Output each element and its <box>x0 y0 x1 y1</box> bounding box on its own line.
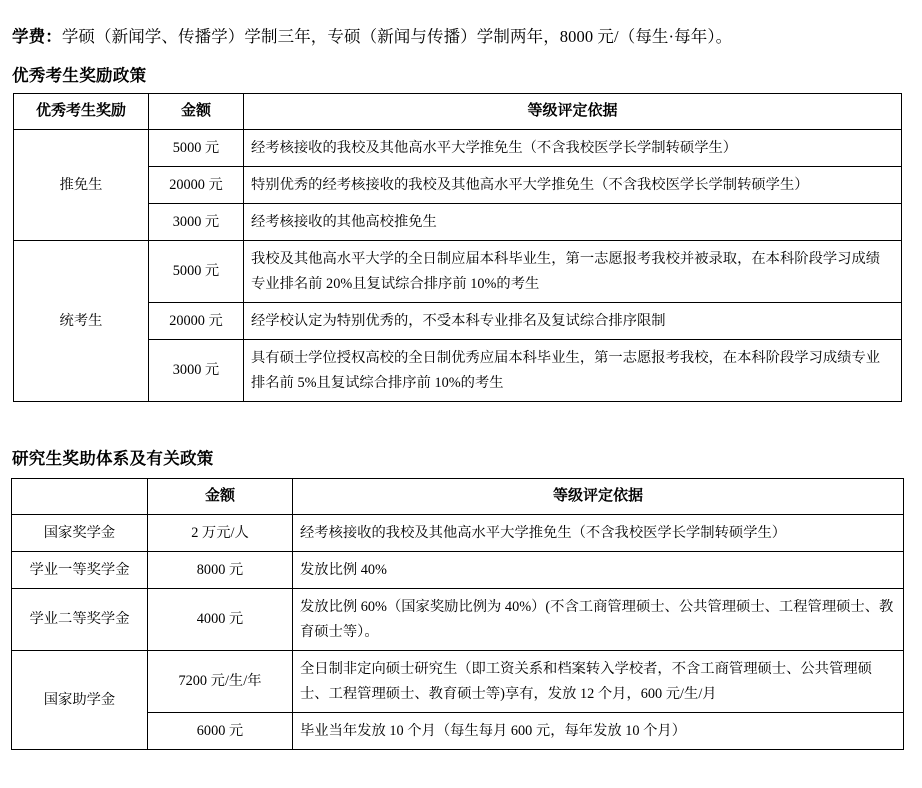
cell-amount: 2 万元/人 <box>148 515 293 552</box>
cell-criteria: 经学校认定为特别优秀的，不受本科专业排名及复试综合排序限制 <box>244 303 902 340</box>
cell-criteria: 我校及其他高水平大学的全日制应届本科毕业生，第一志愿报考我校并被录取，在本科阶段学习成绩专业排名前 20%且复试综合排序前 10%的考生 <box>244 241 902 303</box>
cell-category-academic-second-class: 学业二等奖学金 <box>12 589 148 651</box>
table-header-row <box>14 94 902 130</box>
cell-criteria: 发放比例 40% <box>293 552 904 589</box>
cell-criteria: 具有硕士学位授权高校的全日制优秀应届本科毕业生，第一志愿报考我校，在本科阶段学习成绩专业排名前 5%且复试综合排序前 10%的考生 <box>244 340 902 402</box>
table-row <box>12 552 904 589</box>
cell-amount: 5000 元 <box>149 241 244 303</box>
table-row <box>14 241 902 303</box>
cell-amount: 5000 元 <box>149 130 244 167</box>
cell-amount: 6000 元 <box>148 713 293 750</box>
cell-criteria: 全日制非定向硕士研究生（即工资关系和档案转入学校者，不含工商管理硕士、公共管理硕士、工程管理硕士、教育硕士等)享有，发放 12 个月，600 元/生/月 <box>293 651 904 713</box>
cell-amount: 20000 元 <box>149 303 244 340</box>
cell-category-general-exam: 统考生 <box>14 241 149 402</box>
cell-category-national-stipend: 国家助学金 <box>12 651 148 750</box>
table-graduate-scholarship-system <box>11 478 904 750</box>
cell-amount: 20000 元 <box>149 167 244 204</box>
table-row <box>12 589 904 651</box>
cell-amount: 3000 元 <box>149 204 244 241</box>
cell-amount: 7200 元/生/年 <box>148 651 293 713</box>
cell-category-recommended: 推免生 <box>14 130 149 241</box>
column-header-amount: 金额 <box>148 479 293 515</box>
table-excellent-candidate-awards <box>13 93 902 402</box>
cell-criteria: 经考核接收的我校及其他高水平大学推免生（不含我校医学长学制转硕学生） <box>244 130 902 167</box>
cell-category-national-scholarship: 国家奖学金 <box>12 515 148 552</box>
cell-criteria: 经考核接收的其他高校推免生 <box>244 204 902 241</box>
column-header-criteria: 等级评定依据 <box>244 94 902 130</box>
cell-amount: 4000 元 <box>148 589 293 651</box>
table-row <box>12 515 904 552</box>
tuition-text: 学硕（新闻学、传播学）学制三年，专硕（新闻与传播）学制两年，8000 元/（每生·每年）。 <box>61 26 733 46</box>
column-header-category: 优秀考生奖励 <box>14 94 149 130</box>
cell-category-academic-first-class: 学业一等奖学金 <box>12 552 148 589</box>
tuition-label: 学费： <box>12 26 62 46</box>
column-header-category <box>12 479 148 515</box>
column-header-amount: 金额 <box>149 94 244 130</box>
cell-criteria: 毕业当年发放 10 个月（每生每月 600 元，每年发放 10 个月） <box>293 713 904 750</box>
table-row <box>12 651 904 713</box>
table-row <box>14 130 902 167</box>
column-header-criteria: 等级评定依据 <box>293 479 904 515</box>
cell-criteria: 经考核接收的我校及其他高水平大学推免生（不含我校医学长学制转硕学生） <box>293 515 904 552</box>
cell-amount: 3000 元 <box>149 340 244 402</box>
section-heading-scholarship-system: 研究生奖助体系及有关政策 <box>12 448 214 468</box>
cell-criteria: 特别优秀的经考核接收的我校及其他高水平大学推免生（不含我校医学长学制转硕学生） <box>244 167 902 204</box>
cell-amount: 8000 元 <box>148 552 293 589</box>
section-heading-excellent-candidates: 优秀考生奖励政策 <box>12 65 147 85</box>
cell-criteria: 发放比例 60%（国家奖励比例为 40%）(不含工商管理硕士、公共管理硕士、工程管理硕士、教育硕士等）。 <box>293 589 904 651</box>
tuition-paragraph <box>12 24 912 50</box>
table-header-row <box>12 479 904 515</box>
